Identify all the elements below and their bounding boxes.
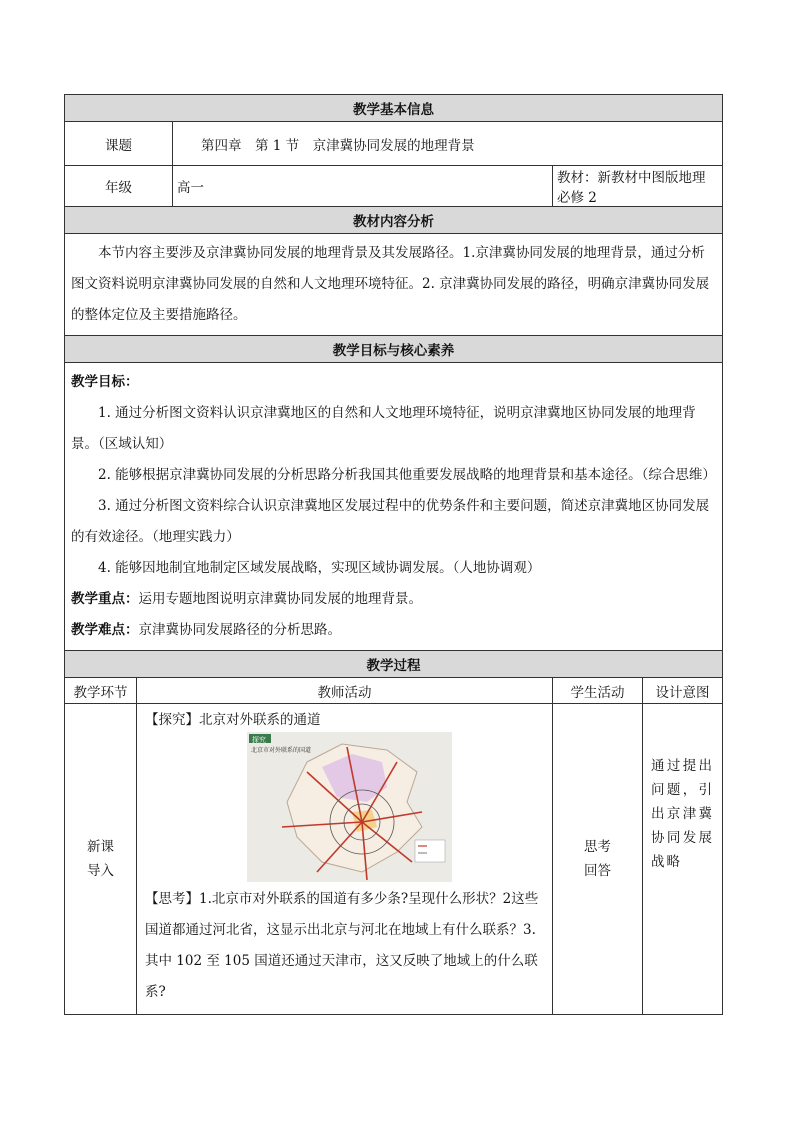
goal-item-4: 4. 能够因地制宜地制定区域发展战略，实现区域协调发展。（人地协调观）	[98, 560, 541, 576]
difficulty-label: 教学难点：	[71, 622, 139, 638]
map-title: 北京市对外联系的国道	[251, 747, 312, 754]
stage-cell	[65, 704, 137, 1015]
col-header-student: 学生活动	[553, 678, 643, 704]
section-content-analysis: 教材内容分析	[65, 207, 723, 234]
goals-heading: 教学目标：	[71, 374, 139, 390]
student-line-2: 回答	[584, 863, 611, 879]
goal-item-1: 1. 通过分析图文资料认识京津冀地区的自然和人文地理环境特征，说明京津冀地区协同发展的地理背景。（区域认知）	[71, 405, 696, 452]
design-intent-cell: 通过提出问题，引出京津冀协同发展战略	[643, 704, 723, 1015]
grade-value: 高一	[173, 166, 553, 207]
teacher-activity-cell	[137, 704, 553, 1015]
map-legend	[415, 840, 445, 862]
col-header-intent: 设计意图	[643, 678, 723, 704]
think-questions: 【思考】1.北京市对外联系的国道有多少条?呈现什么形状？2这些国道都通过河北省，这显示出北京与河北在地域上有什么联系？3.其中 102 至 105 国道还通过天津市，这又反映了地域上的什么联系?	[145, 891, 539, 1000]
key-point-label: 教学重点：	[71, 591, 139, 607]
lesson-plan-table	[64, 94, 723, 1015]
grade-label: 年级	[65, 166, 173, 207]
student-activity-cell	[553, 704, 643, 1015]
difficulty-text: 京津冀协同发展路径的分析思路。	[138, 622, 341, 638]
analysis-text: 本节内容主要涉及京津冀协同发展的地理背景及其发展路径。1.京津冀协同发展的地理背景，通过分析图文资料说明京津冀协同发展的自然和人文地理环境特征。2. 京津冀协同发展的路径，明确京津冀协同发展的整体定位及主要措施路径。	[65, 234, 723, 336]
section-process: 教学过程	[65, 651, 723, 678]
col-header-stage: 教学环节	[65, 678, 137, 704]
col-header-teacher: 教师活动	[137, 678, 553, 704]
section-basic-info: 教学基本信息	[65, 95, 723, 122]
key-point-text: 运用专题地图说明京津冀协同发展的地理背景。	[138, 591, 422, 607]
stage-line-1: 新课	[87, 839, 114, 855]
goal-item-3: 3. 通过分析图文资料综合认识京津冀地区发展过程中的优势条件和主要问题，简述京津冀地区协同发展的有效途径。（地理实践力）	[71, 498, 710, 545]
textbook-info: 教材：新教材中图版地理 必修 2	[553, 166, 723, 207]
goal-item-2: 2. 能够根据京津冀协同发展的分析思路分析我国其他重要发展战略的地理背景和基本途径。（综合思维）	[98, 467, 716, 483]
goals-block	[65, 363, 723, 651]
explore-prompt: 【探究】北京对外联系的通道	[145, 712, 321, 728]
topic-value: 第四章 第 1 节 京津冀协同发展的地理背景	[173, 122, 723, 166]
section-goals: 教学目标与核心素养	[65, 336, 723, 363]
student-line-1: 思考	[584, 839, 611, 855]
lesson-plan	[64, 94, 722, 1015]
map-image	[247, 732, 452, 882]
topic-label: 课题	[65, 122, 173, 166]
map-tag-text: 探究	[252, 736, 266, 744]
stage-line-2: 导入	[87, 863, 114, 879]
beijing-highway-map	[247, 732, 452, 882]
